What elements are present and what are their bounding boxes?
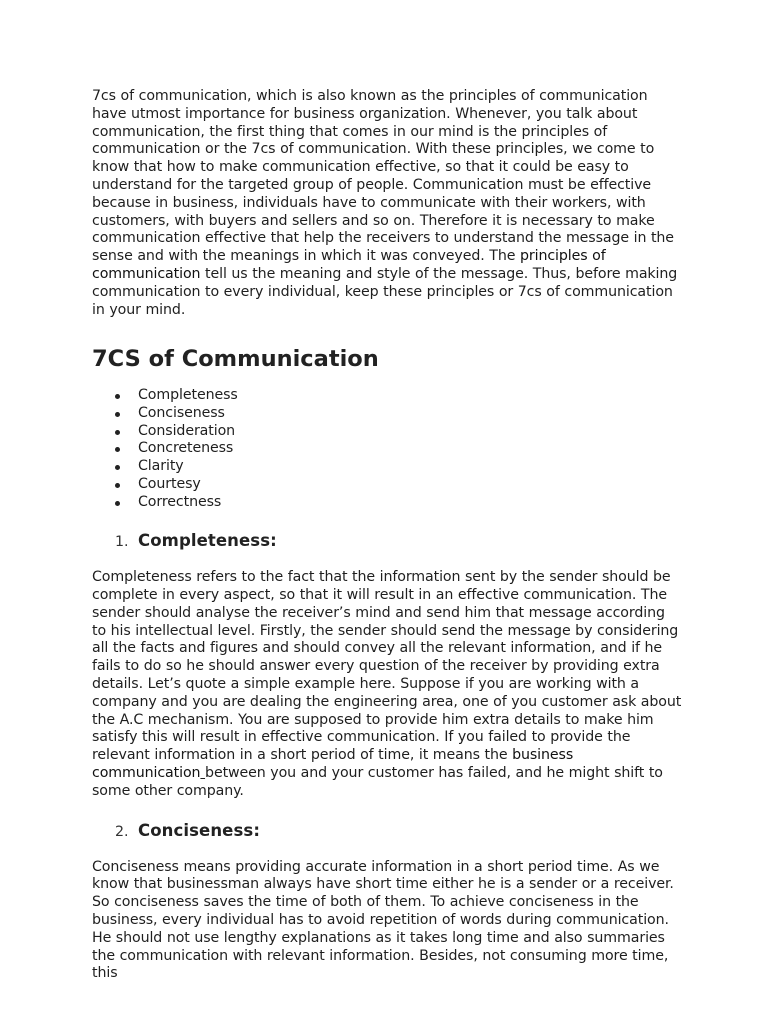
- intro-text-end: tell us the meaning and style of the message. Thus, before making communication to every individual, keep these principles or 7cs of communication in your mind.: [92, 265, 678, 318]
- list-item-label: Concreteness: [138, 440, 234, 457]
- list-item: [92, 405, 682, 423]
- intro-text-start: 7cs of communication, which is also known as the principles of communication have utmost importance for business organization. Whenever, you talk about communication, the first thing that comes in our mind is the principles of communication or the 7cs of communication. With these principles, we come to know that how to make communication effective, so that it could be easy to understand for the targeted group of people. Communication must be effective because in business, individuals have to communicate with their workers, with customers, with buyers and sellers and so on. Therefore it is necessary to make communication effective that help the receivers to understand the message in the sense and with the meanings in which it was conveyed. The: [92, 88, 674, 265]
- completeness-text-end: between you and your customer has failed, and he might shift to some other company.: [92, 765, 663, 799]
- bullet-icon: [115, 447, 120, 452]
- business-communication-link[interactable]: business communication: [92, 747, 574, 782]
- list-item-label: Correctness: [138, 493, 222, 510]
- principles-list: [92, 387, 682, 511]
- section-number: 1.: [115, 534, 129, 551]
- section-number: 2.: [115, 823, 129, 840]
- list-item: [92, 494, 682, 512]
- list-item-label: Consideration: [138, 422, 236, 439]
- bullet-icon: [115, 501, 120, 506]
- completeness-text-start: Completeness refers to the fact that the information sent by the sender should be complete in every aspect, so that it will result in an effective communication. The sender should analyse the receiver’s mind and send him that message according to his intellectual level. Firstly, the sender should send the message by considering all the facts and figures and should convey all the relevant information, and if he fails to do so he should answer every question of the receiver by providing extra details. Let’s quote a simple example here. Suppose if you are working with a company and you are dealing the engineering area, one of you customer ask about the A.C mechanism. You are supposed to provide him extra details to make him satisfy this will result in effective communication. If you failed to provide the relevant information in a short period of time, it means the: [92, 569, 682, 764]
- completeness-paragraph: [92, 569, 682, 800]
- conciseness-heading: [92, 821, 682, 840]
- list-item-label: Completeness: [138, 387, 238, 404]
- intro-paragraph: [92, 88, 682, 319]
- conciseness-paragraph: Conciseness means providing accurate information in a short period time. As we know that businessman always have short time either he is a sender or a receiver. So conciseness saves the time of both of them. To achieve conciseness in the business, every individual has to avoid repetition of words during communication. He should not use lengthy explanations as it takes long time and also summaries the communication with relevant information. Besides, not consuming more time, this: [92, 858, 674, 982]
- bullet-icon: [115, 430, 120, 435]
- list-item-label: Clarity: [138, 458, 184, 475]
- bullet-icon: [115, 465, 120, 470]
- main-heading: 7CS of Communication: [92, 346, 379, 373]
- principles-of-communication-link[interactable]: principles of communication: [92, 248, 606, 282]
- section-title: Completeness:: [138, 531, 277, 551]
- list-item: [92, 423, 682, 441]
- document-page: [92, 88, 682, 983]
- bullet-icon: [115, 412, 120, 417]
- list-item-label: Courtesy: [138, 475, 201, 492]
- list-item-label: Conciseness: [138, 405, 225, 422]
- list-item: [92, 440, 682, 458]
- list-item: [92, 458, 682, 476]
- completeness-heading: [92, 531, 682, 550]
- list-item: [92, 476, 682, 494]
- bullet-icon: [115, 394, 120, 399]
- bullet-icon: [115, 483, 120, 488]
- list-item: [92, 387, 682, 405]
- section-title: Conciseness:: [138, 820, 261, 840]
